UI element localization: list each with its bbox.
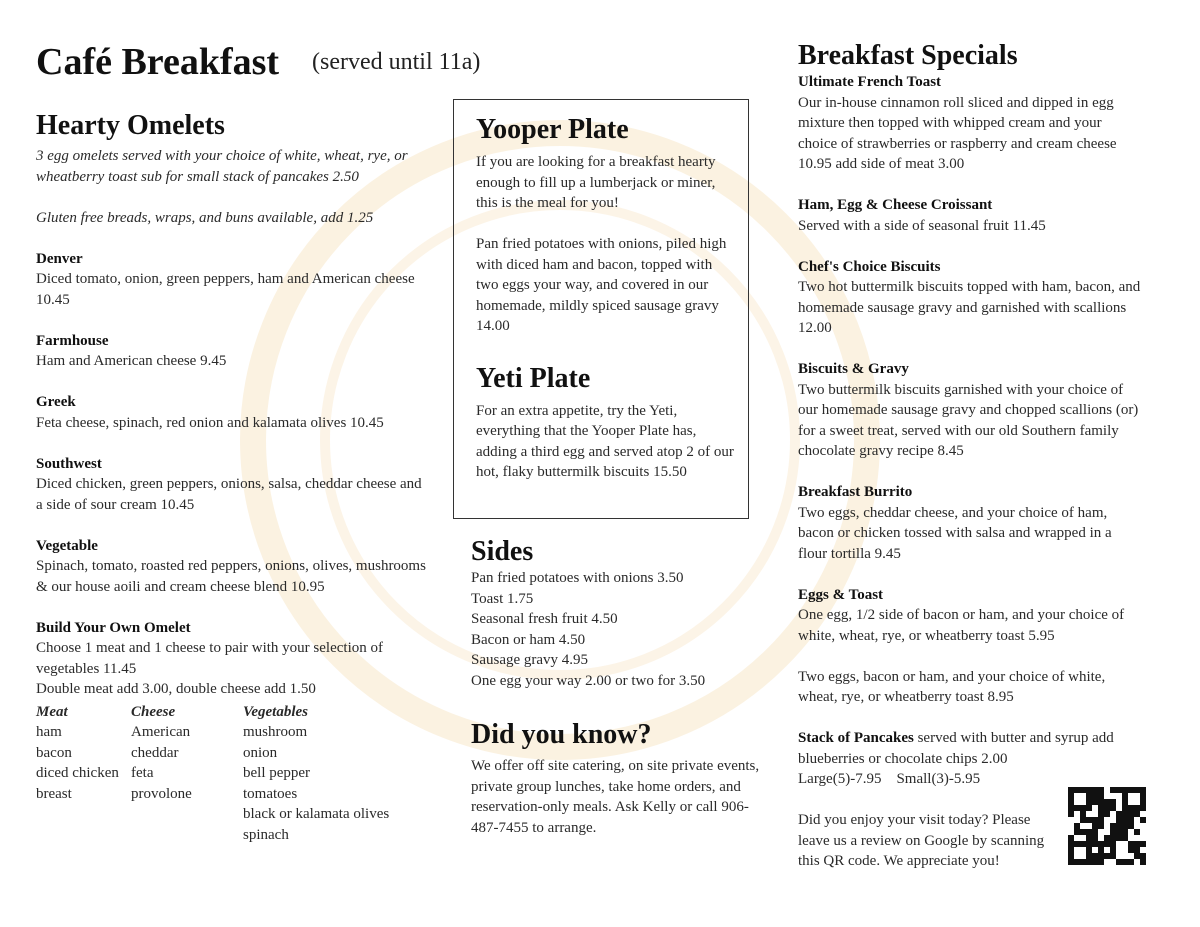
menu-item (36, 249, 426, 311)
table-row (36, 763, 423, 784)
list-item: Toast 1.75 (471, 590, 534, 607)
list-item: One egg your way 2.00 or two for 3.50 (471, 672, 706, 689)
table-row (36, 722, 423, 743)
menu-item-pancakes (798, 728, 1143, 790)
did-you-know-text: We offer off site catering, on site private events, private group lunches, take home orders, and reservation-only meals. Ask Kelly or call 906-487-7455 to arrange. (471, 758, 760, 836)
item-extra: Double meat add 3.00, double cheese add 1.50 (36, 681, 316, 697)
item-description: served with butter and syrup add blueberries or chocolate chips 2.00 (798, 730, 1114, 767)
menu-item (798, 482, 1143, 564)
menu-item (798, 257, 1143, 339)
qr-module (1140, 859, 1146, 865)
yooper-description: Pan fried potatoes with onions, piled high with diced ham and bacon, topped with two eggs your way, and covered in our homemade, mildly spiced sausage gravy 14.00 (476, 236, 727, 334)
menu-item (36, 392, 426, 433)
item-name: Denver (36, 250, 83, 267)
did-you-know-title: Did you know? (471, 719, 652, 750)
table-row (36, 825, 423, 846)
table-row (36, 804, 423, 825)
ingredients-table (36, 702, 423, 846)
omelets-title: Hearty Omelets (36, 110, 225, 141)
yeti-description: For an extra appetite, try the Yeti, everything that the Yooper Plate has, adding a third egg and served atop 2 of our hot, flaky buttermilk biscuits 15.50 (476, 402, 734, 480)
column-header: Vegetables (243, 703, 308, 720)
item-description: Our in-house cinnamon roll sliced and dipped in egg mixture then topped with whipped cream and your choice of strawberries or raspberry and cream cheese 10.95 add side of meat 3.00 (798, 94, 1117, 172)
sides-section (471, 536, 761, 691)
list-item: Sausage gravy 4.95 (471, 652, 589, 668)
yooper-intro: If you are looking for a breakfast hearty enough to fill up a lumberjack or miner, this is the meal for you! (476, 154, 716, 211)
qr-code-icon[interactable] (1068, 787, 1146, 865)
table-cell (36, 804, 131, 825)
build-your-own (36, 618, 426, 700)
item-name: Breakfast Burrito (798, 484, 913, 500)
table-cell: diced chicken (36, 765, 119, 781)
item-description: Choose 1 meat and 1 cheese to pair with your selection of vegetables 11.45 (36, 640, 383, 677)
list-item: Pan fried potatoes with onions 3.50 (471, 570, 684, 586)
gluten-free-note: Gluten free breads, wraps, and buns available, add 1.25 (36, 209, 374, 226)
column-header: Cheese (131, 703, 176, 720)
yooper-title: Yooper Plate (476, 114, 629, 145)
table-cell: American (131, 724, 191, 740)
item-name: Vegetable (36, 537, 98, 554)
menu-item (36, 331, 426, 372)
table-cell: ham (36, 724, 62, 740)
table-cell (131, 804, 243, 825)
menu-item (798, 195, 1143, 236)
table-cell: breast (36, 785, 72, 802)
table-cell: feta (131, 765, 154, 781)
sides-title: Sides (471, 536, 534, 567)
item-description: Served with a side of seasonal fruit 11.45 (798, 217, 1046, 234)
yeti-title: Yeti Plate (476, 362, 591, 394)
item-name: Stack of Pancakes (798, 730, 914, 746)
serving-hours: (served until 11a) (312, 49, 481, 75)
item-description: Two eggs, cheddar cheese, and your choice of ham, bacon or chicken tossed with salsa and wrapped in a flour tortilla 9.45 (798, 504, 1112, 562)
table-cell (131, 825, 243, 846)
item-description: Ham and American cheese 9.45 (36, 353, 227, 369)
table-row (36, 784, 423, 805)
omelets-intro: 3 egg omelets served with your choice of white, wheat, rye, or wheatberry toast sub for small stack of pancakes 2.50 (36, 148, 408, 185)
table-cell (36, 825, 131, 846)
item-description: Feta cheese, spinach, red onion and kalamata olives 10.45 (36, 414, 384, 431)
table-row (36, 743, 423, 764)
item-name: Greek (36, 394, 76, 410)
item-name: Southwest (36, 455, 102, 472)
item-description: Two buttermilk biscuits garnished with your choice of our homemade sausage gravy and chopped scallions (or) for a sweet treat, served with our old Southern family chocolate gravy recipe 8.45 (798, 381, 1139, 459)
table-cell: spinach (243, 826, 289, 843)
item-name: Chef's Choice Biscuits (798, 258, 941, 275)
review-request: Did you enjoy your visit today? Please leave us a review on Google by scanning this QR code. We appreciate you! (798, 812, 1045, 869)
item-description: One egg, 1/2 side of bacon or ham, and your choice of white, wheat, rye, or wheatberry toast 5.95 (798, 607, 1125, 644)
menu-item (798, 72, 1143, 175)
item-name: Eggs & Toast (798, 586, 884, 603)
menu-item (36, 536, 426, 598)
menu-item-eggs-toast (798, 585, 1143, 647)
menu-item (798, 359, 1143, 462)
pancake-sizes: Large(5)-7.95 Small(3)-5.95 (798, 771, 981, 787)
plates-section (476, 114, 738, 483)
item-description: Spinach, tomato, roasted red peppers, onions, olives, mushrooms & our house aoili and cream cheese blend 10.95 (36, 558, 426, 595)
table-cell: tomatoes (243, 785, 298, 802)
table-cell: provolone (131, 785, 192, 802)
item-name: Ham, Egg & Cheese Croissant (798, 197, 993, 213)
item-description: Diced tomato, onion, green peppers, ham and American cheese 10.45 (36, 271, 415, 308)
column-header: Meat (36, 703, 68, 720)
specials-section (798, 40, 1143, 872)
table-cell: onion (243, 744, 278, 761)
item-name: Build Your Own Omelet (36, 619, 191, 636)
table-cell: black or kalamata olives (243, 806, 390, 822)
list-item: Bacon or ham 4.50 (471, 631, 586, 648)
item-description: Two eggs, bacon or ham, and your choice of white, wheat, rye, or wheatberry toast 8.95 (798, 668, 1106, 705)
table-cell: bell pepper (243, 765, 311, 781)
item-description: Two hot buttermilk biscuits topped with ham, bacon, and homemade sausage gravy and garnished with scallions 12.00 (798, 279, 1141, 336)
specials-title: Breakfast Specials (798, 40, 1018, 71)
menu-item (36, 454, 426, 516)
table-cell: bacon (36, 744, 72, 761)
item-name: Biscuits & Gravy (798, 361, 909, 377)
item-description: Diced chicken, green peppers, onions, salsa, cheddar cheese and a side of sour cream 10.45 (36, 476, 422, 513)
did-you-know-section (471, 718, 761, 838)
list-item: Seasonal fresh fruit 4.50 (471, 611, 618, 627)
table-cell: mushroom (243, 724, 308, 740)
table-header-row (36, 702, 423, 723)
page-title: Café Breakfast (36, 41, 280, 83)
omelets-section (36, 110, 426, 845)
item-name: Farmhouse (36, 332, 109, 349)
table-cell: cheddar (131, 744, 179, 761)
item-name: Ultimate French Toast (798, 74, 942, 90)
